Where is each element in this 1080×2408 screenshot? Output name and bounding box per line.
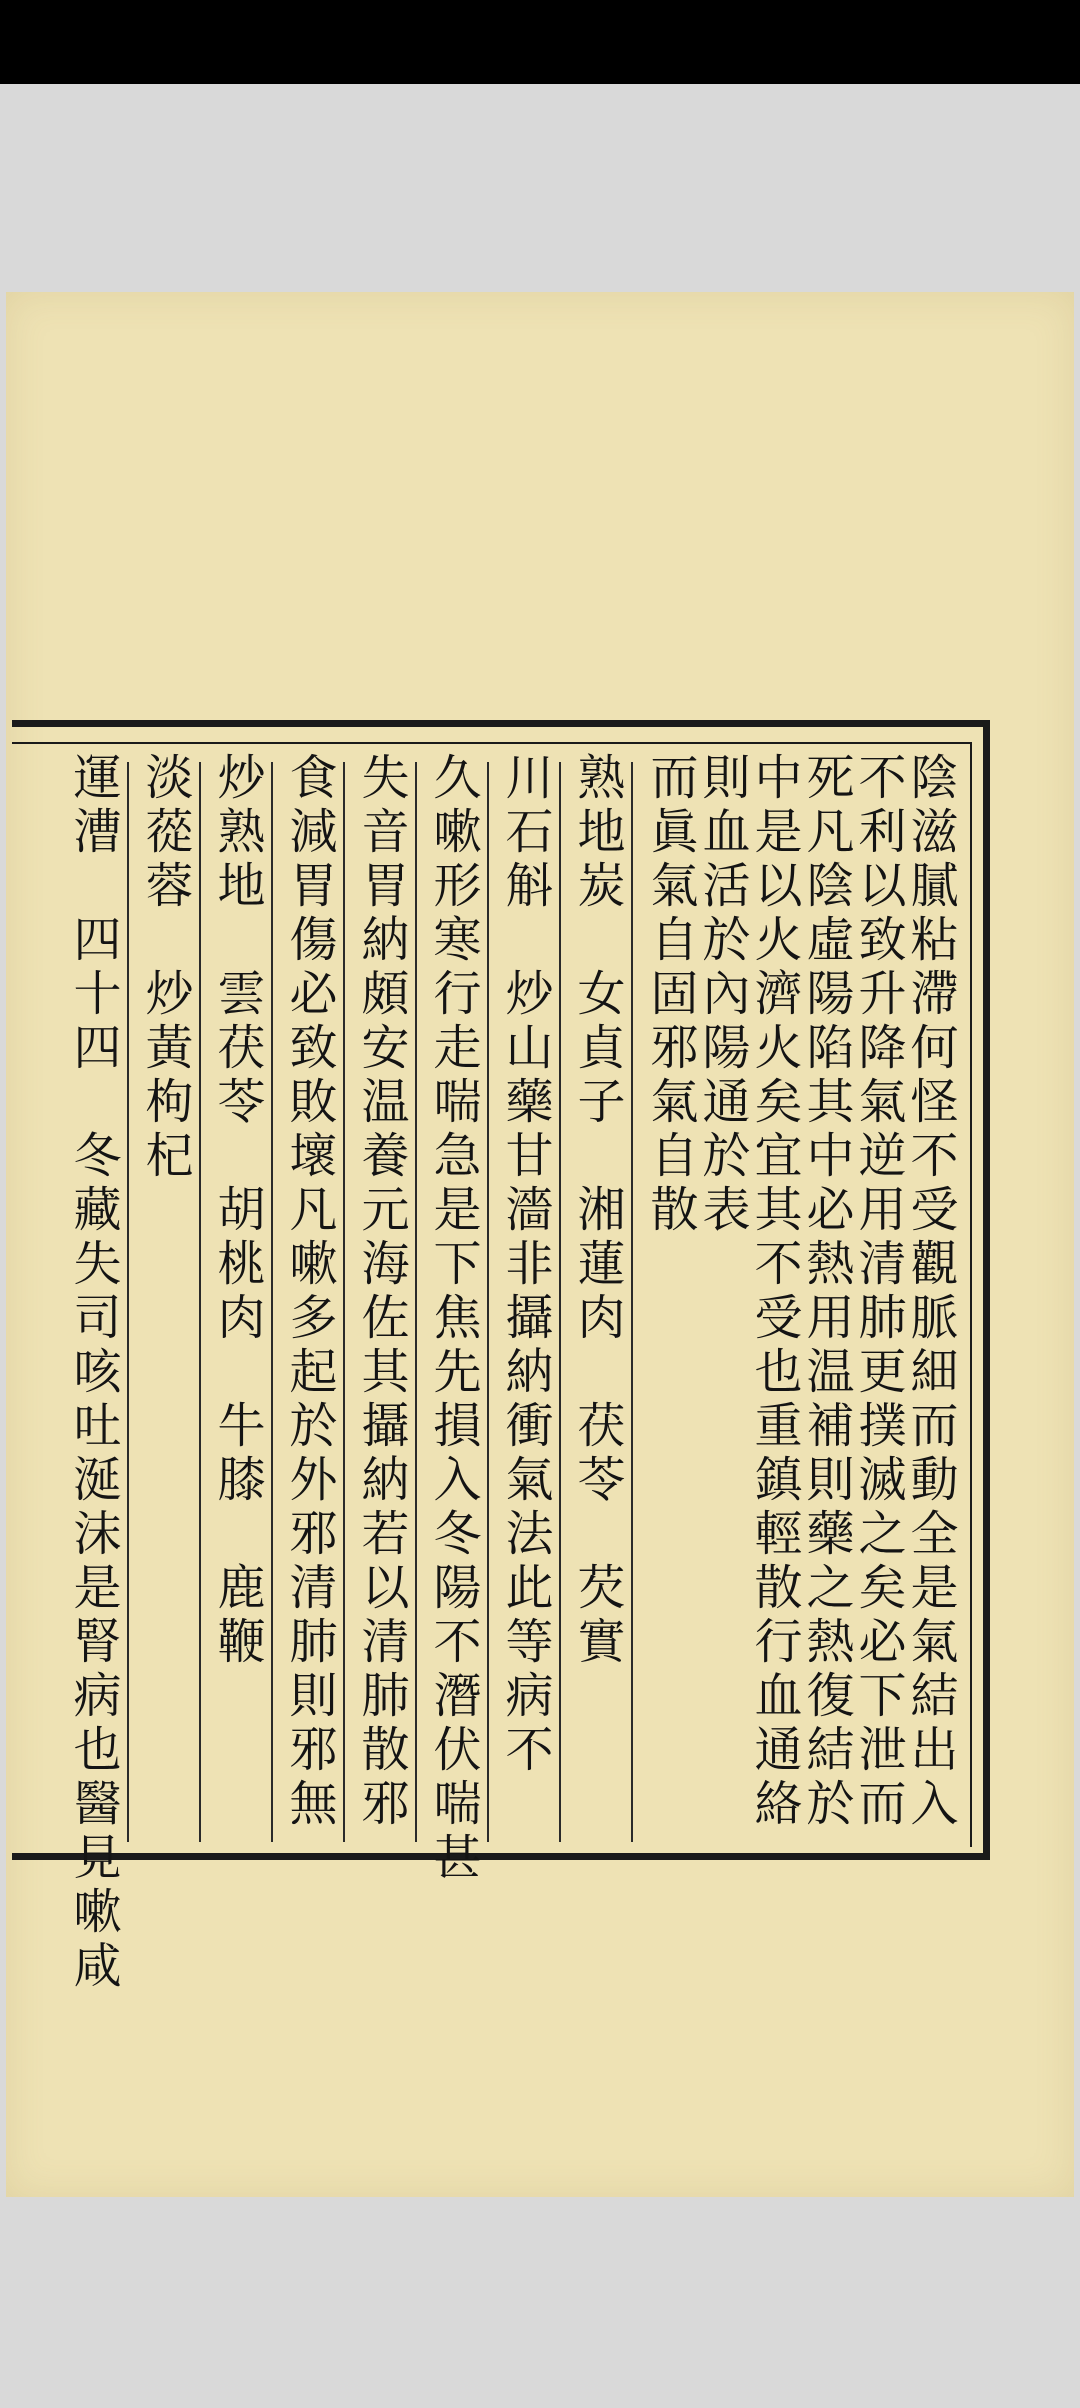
column-rule [487,762,489,1842]
column-rule [271,762,273,1842]
page-lower-margin [6,1882,1074,2182]
text-column-10: 失音胃納頗安温養元海佐其攝納若以清肺散邪 [353,752,409,1832]
column-rule [343,762,345,1842]
top-bar [0,0,1080,84]
text-column-5: 則血活於內陽通於表 [694,752,750,1238]
column-rule [127,762,129,1842]
text-column-14: 運漕 四十四 冬藏失司咳吐涎沫是腎病也醫見嗽咸 [65,752,121,1994]
text-column-12: 炒熟地 雲茯苓 胡桃肉 牛膝 鹿鞭 [209,752,265,1670]
text-column-6: 而眞氣自固邪氣自散 [642,752,698,1238]
text-column-1: 陰滋膩粘滯何怪不受觀脈細而動全是氣結出入 [902,752,958,1832]
column-rule [199,762,201,1842]
text-column-8: 川石斛 炒山藥甘濇非攝納衝氣法此等病不 [497,752,553,1778]
text-column-11: 食減胃傷必致敗壞凡嗽多起於外邪清肺則邪無 [281,752,337,1832]
text-column-4: 中是以火濟火矣宜其不受也重鎮輕散行血通絡 [746,752,802,1832]
column-rule [631,762,633,1842]
text-column-2: 不利以致升降氣逆用清肺更撲滅之矣必下泄而 [850,752,906,1832]
book-page [6,292,1074,2197]
text-column-3: 死凡陰虛陽陷其中必熱用温補則藥之熱復結於 [798,752,854,1832]
column-rule [415,762,417,1842]
page-upper-margin [6,292,1074,712]
text-column-13: 淡蓯蓉 炒黃枸杞 [137,752,193,1184]
column-rule [559,762,561,1842]
text-column-9: 久嗽形寒行走喘急是下焦先損入冬陽不潛伏喘甚 [425,752,481,1886]
text-column-7: 熟地炭 女貞子 湘蓮肉 茯苓 芡實 [569,752,625,1670]
